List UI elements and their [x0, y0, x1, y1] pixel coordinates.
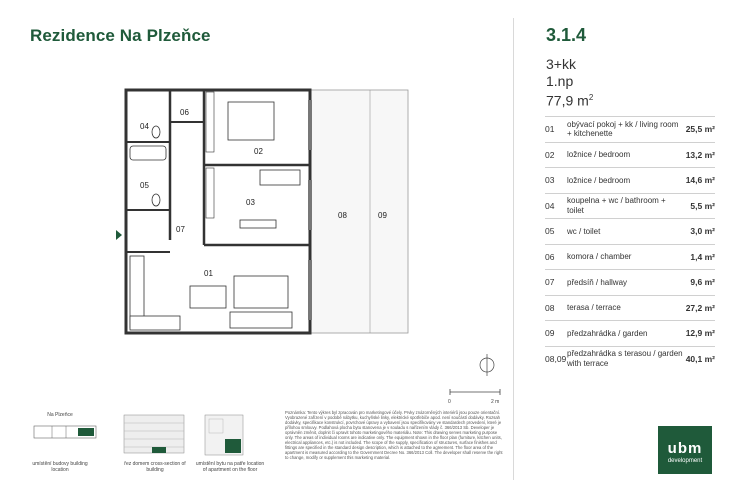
room-row	[545, 168, 715, 194]
unit-layout: 3+kk	[546, 56, 576, 72]
scale-zero: 0	[448, 399, 451, 405]
label-r01: 01	[204, 269, 213, 278]
room-row	[545, 295, 715, 321]
unit-area	[546, 89, 593, 110]
label-r05: 05	[140, 181, 149, 190]
room-area: 9,6 m²	[683, 270, 715, 296]
room-area: 12,9 m²	[683, 321, 715, 347]
label-r09: 09	[378, 211, 387, 220]
room-num: 03	[545, 168, 567, 194]
unit-area-unit-sup: 2	[588, 93, 594, 102]
disclaimer-note: Poznámka: Tento výkres byl zpracován pro marketingové účely. Prvky znázorněných interiérů jsou pouze orientační. Vyobrazené zařízení v podobě nábytku, kuchyňské linky, elektrické spotřebiče apod. není součástí dodávky. Rozsah dodávky, specifikace konstrukcí, povrchové úpravy a vybavení jsou specifikovány ve standardech provedení, které je přílohou smlouvy. Podlahová plocha bytu stanovena je v souladu s nařízením vlády č. 366/2013 Sb. Developer je oprávněn změnit, doplnit či upravit tohoto marketingového materiálu. Note: This drawing serves marketing purpose only. The areas of individual rooms are indicative only. The equipment shown in the floor plan (furniture, kitchen units, electrical appliances, etc.) is not included. The scope of the supply, specification of structures, surface finishes and fittings are specified in the standard design description, which is attached to the agreement. The floor area of the apartment is measured according to the Government Decree No. 366/2013 Coll. The developer shall reserve the right to change, modify or supplement this marketing material.	[285, 410, 503, 460]
bed-02	[228, 102, 274, 140]
north-icon	[478, 354, 496, 376]
room-area: 1,4 m²	[683, 244, 715, 270]
room-area: 27,2 m²	[683, 295, 715, 321]
room-row	[545, 219, 715, 245]
terrace-area	[310, 90, 408, 333]
room-name: komora / chamber	[567, 244, 683, 270]
room-area: 40,1 m²	[683, 346, 715, 371]
section-diagram	[122, 413, 186, 455]
room-row	[545, 142, 715, 168]
divider	[513, 18, 514, 480]
room-row	[545, 193, 715, 219]
room-name: předzahrádka s terasou / garden with terrace	[567, 346, 683, 371]
room-area: 25,5 m²	[683, 117, 715, 143]
room-row	[545, 117, 715, 143]
location-title: Na Plzeňce	[47, 412, 73, 418]
floor-caption: umístění bytu na patře location of apartment on the floor	[195, 461, 265, 473]
location-caption: umístění budovy building location	[32, 461, 88, 473]
bed-03	[260, 170, 300, 185]
room-name: wc / toilet	[567, 219, 683, 245]
room-row	[545, 270, 715, 296]
room-num: 09	[545, 321, 567, 347]
room-num: 02	[545, 142, 567, 168]
unit-id: 3.1.4	[546, 25, 587, 45]
room-row	[545, 321, 715, 347]
location-map	[30, 420, 100, 442]
label-r04: 04	[140, 122, 149, 131]
entrance-arrow	[116, 230, 122, 240]
room-area: 3,0 m²	[683, 219, 715, 245]
ubm-logo	[658, 426, 712, 474]
room-area: 5,5 m²	[683, 193, 715, 219]
room-row	[545, 244, 715, 270]
label-r02: 02	[254, 147, 263, 156]
bathtub	[130, 146, 166, 160]
room-name: předsíň / hallway	[567, 270, 683, 296]
unit-floor: 1.np	[546, 73, 574, 89]
room-num: 08	[545, 295, 567, 321]
room-table	[545, 116, 715, 371]
floor-plan	[110, 80, 430, 355]
label-r06: 06	[180, 108, 189, 117]
project-title: Rezidence Na Plzeňce	[30, 26, 211, 45]
unit-area-value: 77,9 m	[546, 92, 589, 109]
room-name: obývací pokoj + kk / living room + kitchenette	[567, 117, 683, 143]
sofa	[230, 312, 292, 328]
room-name: terasa / terrace	[567, 295, 683, 321]
room-row	[545, 346, 715, 371]
room-num: 01	[545, 117, 567, 143]
room-name: předzahrádka / garden	[567, 321, 683, 347]
room-name: ložnice / bedroom	[567, 168, 683, 194]
label-r08: 08	[338, 211, 347, 220]
coffee-table	[234, 276, 288, 308]
label-r03: 03	[246, 198, 255, 207]
room-num: 05	[545, 219, 567, 245]
scale-two: 2 m	[491, 399, 500, 405]
dining-table	[190, 286, 226, 308]
floor-location-diagram	[203, 413, 245, 457]
section-caption: řez domem cross-section of building	[124, 461, 186, 473]
room-num: 07	[545, 270, 567, 296]
room-area: 14,6 m²	[683, 168, 715, 194]
logo-sub: development	[667, 458, 703, 464]
room-name: koupelna + wc / bathroom + toilet	[567, 193, 683, 219]
label-r07: 07	[176, 225, 185, 234]
room-num: 04	[545, 193, 567, 219]
room-num: 06	[545, 244, 567, 270]
room-name: ložnice / bedroom	[567, 142, 683, 168]
room-num: 08,09	[545, 346, 567, 371]
room-area: 13,2 m²	[683, 142, 715, 168]
logo-main: ubm	[667, 440, 703, 457]
